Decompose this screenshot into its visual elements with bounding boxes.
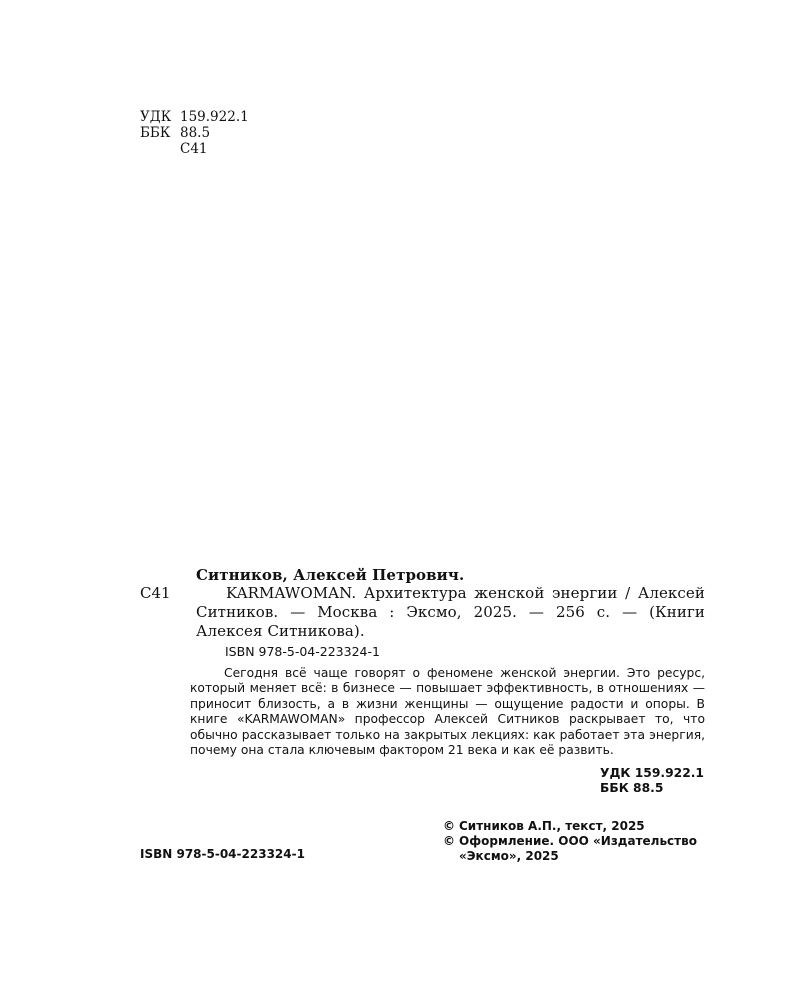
- author-code-top: С41: [180, 141, 208, 157]
- copyright-design: Оформление. ООО «Издательство: [459, 834, 697, 848]
- udk-label: УДК: [140, 109, 172, 125]
- copyright-design-cont: «Эксмо», 2025: [459, 849, 559, 863]
- copyright-symbol: ©: [443, 834, 455, 848]
- author-heading: Ситников, Алексей Петрович.: [196, 566, 465, 584]
- bbk-label: ББК: [140, 125, 171, 141]
- isbn-inline: ISBN 978-5-04-223324-1: [225, 644, 380, 659]
- udk-right: УДК 159.922.1: [599, 766, 704, 780]
- bbk-right: ББК 88.5: [599, 781, 664, 795]
- top-classification-block: [140, 109, 249, 157]
- udk-row: [140, 109, 249, 125]
- author-code-row: [140, 141, 249, 157]
- annotation-text: Сегодня всё чаще говорят о феномене женской энергии. Это ресурс, который меняет всё: в бизнесе — повышает эффективность, в отношениях — приносит близость, а в жизни женщины — ощущение радости и опоры. В книге «KARMAWOMAN» профессор Алексей Ситников раскрывает то, что обычно рассказывает только на закрытых лекциях: как работает эта энергия, почему она стала ключевым фактором 21 века и как её развить.: [190, 666, 705, 758]
- isbn-bottom: ISBN 978-5-04-223324-1: [140, 847, 305, 861]
- bibliographic-description: KARMAWOMAN. Архитектура женской энергии / Алексей Ситников. — Москва : Эксмо, 2025. — 256 с. — (Книги Алексея Ситникова).: [196, 584, 705, 640]
- copyright-symbol: ©: [443, 819, 455, 833]
- author-code: С41: [140, 584, 171, 602]
- copyright-line-text: [443, 819, 713, 834]
- udk-value: 159.922.1: [180, 109, 249, 125]
- copyright-line-design: [443, 834, 713, 849]
- copyright-text: Ситников А.П., текст, 2025: [459, 819, 645, 833]
- bbk-value: 88.5: [180, 125, 211, 141]
- classification-right: [600, 766, 704, 796]
- copyright-block: [443, 819, 713, 864]
- bbk-row: [140, 125, 249, 141]
